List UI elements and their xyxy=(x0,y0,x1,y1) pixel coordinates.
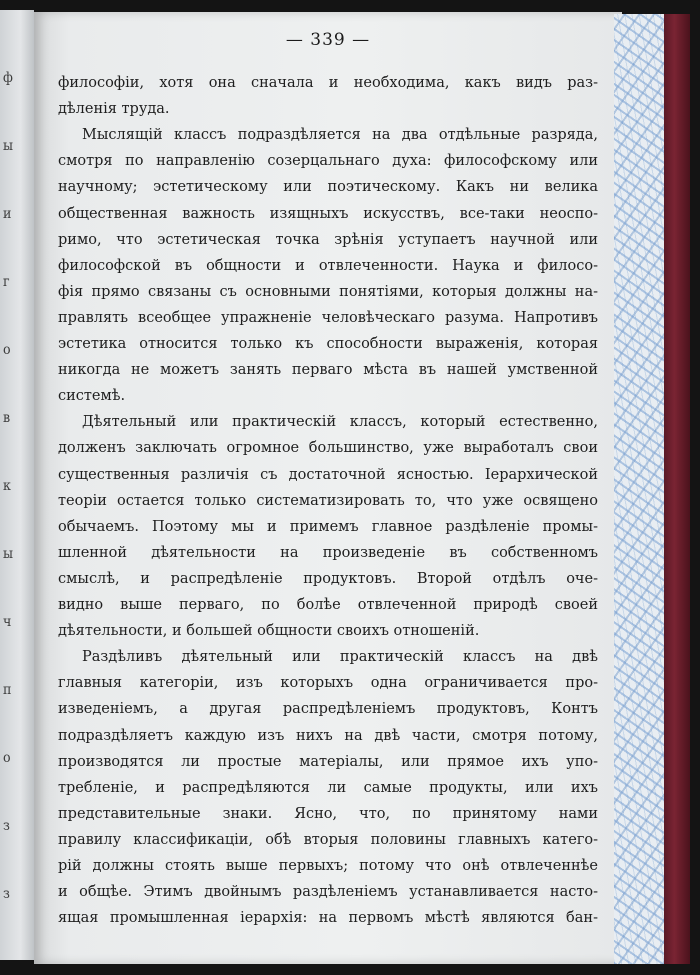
page-number: — 339 — xyxy=(285,30,371,50)
text-line: научному; эстетическому или поэтическому. Какъ ни велика xyxy=(58,179,598,196)
text-line: системѣ. xyxy=(58,388,126,405)
left-page-fragment: о xyxy=(3,342,11,358)
text-line: видно выше перваго, по болѣе отвлеченной природѣ своей xyxy=(58,597,598,613)
text-line: представительные знаки. Ясно, что, по принятому нами xyxy=(58,805,598,822)
text-line: правлять всеобщее упражненіе человѣческаго разума. Напротивъ xyxy=(58,309,598,326)
text-line: философіи, хотя она сначала и необходима, какъ видъ раз- xyxy=(58,75,598,91)
text-line: философской въ общности и отвлеченности. Наука и филосо- xyxy=(58,257,598,274)
left-page-fragment: в xyxy=(3,410,11,426)
left-page-fragment: к xyxy=(3,478,11,494)
text-line: требленіе, и распредѣляются ли самые продукты, или ихъ xyxy=(58,779,598,796)
text-line: общественная важность изящныхъ искусствъ, все-таки неоспо- xyxy=(58,205,598,222)
text-line: долженъ заключать огромное большинство, уже выработалъ свои xyxy=(58,440,598,457)
left-page-fragment: з xyxy=(3,886,10,902)
text-line: никогда не можетъ занять перваго мѣста въ нашей умственной xyxy=(58,362,598,379)
text-line: дѣленія труда. xyxy=(58,101,170,118)
text-line: римо, что эстетическая точка зрѣнія уступаетъ научной или xyxy=(58,231,598,248)
left-page-fragment: г xyxy=(3,274,10,290)
text-line: Раздѣливъ дѣятельный или практическій классъ на двѣ xyxy=(82,649,598,666)
left-page-fragment: ч xyxy=(3,614,12,630)
left-page-fragment: ф xyxy=(3,70,13,86)
text-line: производятся ли простые матеріалы, или прямое ихъ упо- xyxy=(58,753,598,770)
left-page-fragment: о xyxy=(3,750,11,766)
book-cover-edge xyxy=(664,14,690,964)
text-line: обычаемъ. Поэтому мы и примемъ главное раздѣленіе промы- xyxy=(58,518,598,535)
marbled-page-edge xyxy=(614,14,664,964)
book-page xyxy=(34,12,622,964)
text-line: и общѣе. Этимъ двойнымъ раздѣленіемъ устанавливается насто- xyxy=(58,884,598,901)
text-line: существенныя различія съ достаточной ясностью. Іерархической xyxy=(58,466,598,483)
left-page-fragment: ы xyxy=(3,138,14,154)
text-line: рій должны стоять выше первыхъ; потому что онѣ отвлеченнѣе xyxy=(58,858,598,874)
text-line: дѣятельности, и большей общности своихъ отношеній. xyxy=(58,623,480,640)
text-line: подраздѣляетъ каждую изъ нихъ на двѣ части, смотря потому, xyxy=(58,727,598,744)
text-line: главныя категоріи, изъ которыхъ одна ограничивается про- xyxy=(58,675,598,692)
text-line: ящая промышленная іерархія: на первомъ мѣстѣ являются бан- xyxy=(58,910,598,927)
text-line: фія прямо связаны съ основными понятіями, которыя должны на- xyxy=(58,283,598,300)
text-line: эстетика относится только къ способности выраженія, которая xyxy=(58,336,598,352)
adjacent-left-page xyxy=(0,10,34,960)
text-line: Дѣятельный или практическій классъ, который естественно, xyxy=(82,414,598,431)
left-page-fragment: п xyxy=(3,682,12,698)
text-line: изведеніемъ, а другая распредѣленіемъ продуктовъ, Контъ xyxy=(58,701,598,718)
text-line: смыслѣ, и распредѣленіе продуктовъ. Второй отдѣлъ оче- xyxy=(58,570,598,587)
text-line: смотря по направленію созерцальнаго духа: философскому или xyxy=(58,153,598,170)
left-page-fragment: ы xyxy=(3,546,14,562)
text-line: теоріи остается только систематизировать то, что уже освящено xyxy=(58,492,598,509)
text-line: Мыслящій классъ подраздѣляется на два отдѣльные разряда, xyxy=(82,127,598,144)
text-line: правилу классификаціи, обѣ вторыя половины главныхъ катего- xyxy=(58,831,598,848)
left-page-fragment: з xyxy=(3,818,10,834)
left-page-fragment: и xyxy=(3,206,12,222)
text-line: шленной дѣятельности на произведеніе въ собственномъ xyxy=(58,544,598,561)
